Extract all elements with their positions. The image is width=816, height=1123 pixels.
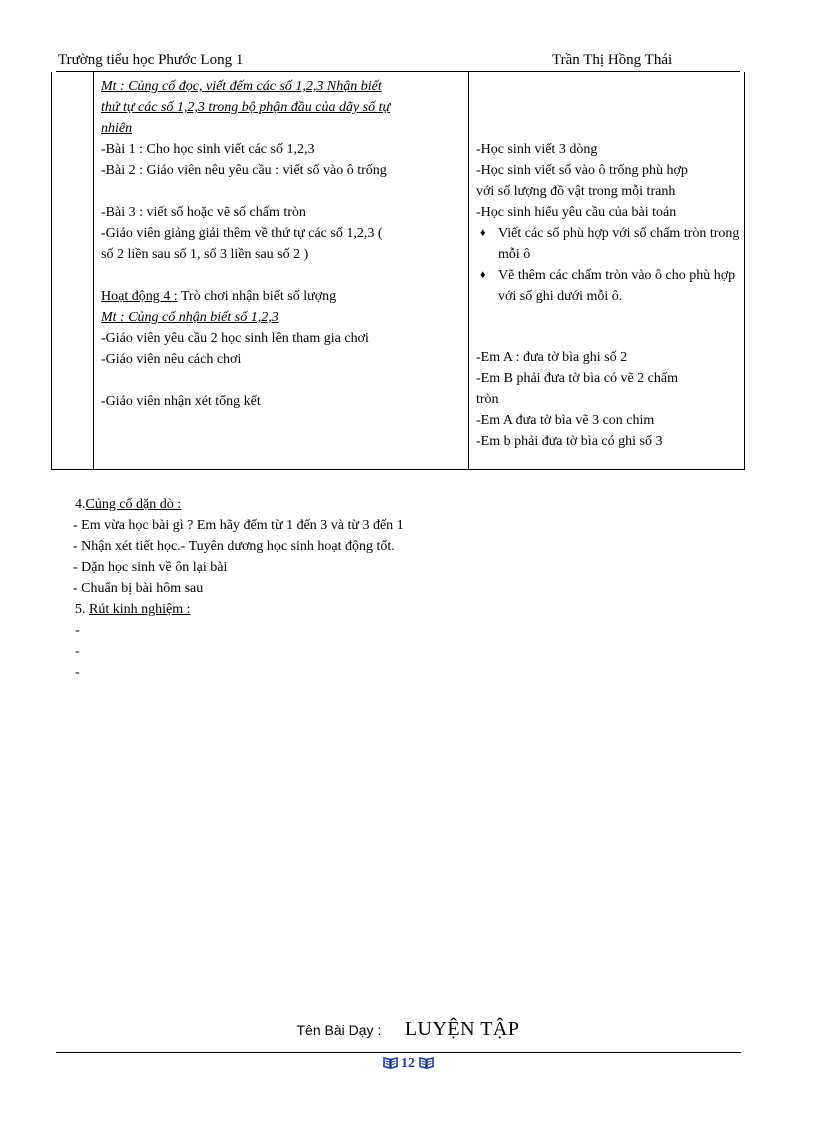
footer-title (0, 1018, 816, 1041)
section-line: - Chuẩn bị bài hôm sau (73, 581, 204, 596)
table-divider-1 (93, 72, 94, 470)
section-consolidation (75, 494, 725, 683)
student-line: -Em b phải đưa tờ bìa có ghi số 3 (476, 434, 663, 449)
objective-line: nhiên (101, 121, 133, 136)
section-number: 4. (75, 497, 86, 512)
objective-line: Mt : Củng cố đọc, viết đếm các số 1,2,3 Nhận biết (101, 79, 382, 94)
activity-line: -Giáo viên yêu cầu 2 học sinh lên tham gia chơi (101, 331, 369, 346)
table-border-right (744, 72, 745, 470)
bullet-text: Vẽ thêm các chấm tròn vào ô cho phù hợp với số ghi dưới mỗi ô. (498, 268, 736, 304)
section-title: Rút kinh nghiệm : (89, 602, 191, 617)
activity-line: -Bài 1 : Cho học sinh viết các số 1,2,3 (101, 142, 315, 157)
objective-line: Mt : Củng cố nhận biết số 1,2,3 (101, 310, 279, 325)
student-line: -Em B phải đưa tờ bìa có vẽ 2 chấm (476, 371, 678, 386)
book-icon (419, 1056, 434, 1074)
activity-line: -Giáo viên giảng giải thêm về thứ tự các số 1,2,3 ( (101, 226, 383, 241)
section-line: - (75, 665, 80, 680)
objective-line: thứ tự các số 1,2,3 trong bộ phận đầu của dãy số tự (101, 100, 391, 115)
student-line: với số lượng đồ vật trong mỗi tranh (476, 184, 676, 199)
page-number-value: 12 (401, 1056, 415, 1071)
book-icon (383, 1056, 398, 1074)
student-line: -Học sinh viết số vào ô trống phù hợp (476, 163, 688, 178)
student-line: -Học sinh viết 3 dòng (476, 142, 598, 157)
page-number (0, 1056, 816, 1074)
bullet-item (476, 223, 742, 265)
bullet-text: Viết các số phù hợp với số chấm tròn trong mỗi ô (498, 226, 740, 262)
table-border-left (51, 72, 52, 470)
section-line: - Nhận xét tiết học.- Tuyên dương học sinh hoạt động tốt. (73, 539, 395, 554)
lesson-name: LUYỆN TẬP (404, 1018, 520, 1040)
section-line: - (75, 644, 80, 659)
activity-line: -Bài 3 : viết số hoặc vẽ số chấm tròn (101, 205, 306, 220)
student-line: tròn (476, 392, 499, 407)
student-line: -Em A : đưa tờ bìa ghi số 2 (476, 350, 628, 365)
header-teacher: Trần Thị Hồng Thái (552, 52, 673, 68)
lesson-label: Tên Bài Dạy : (296, 1022, 382, 1038)
table-border-bottom (51, 469, 745, 470)
diamond-bullet-icon: ♦ (480, 269, 486, 281)
section-title: Củng cố dặn dò : (85, 497, 182, 512)
activity-line: số 2 liền sau số 1, số 3 liền sau số 2 ) (101, 247, 309, 262)
footer-rule (56, 1052, 741, 1053)
student-line: -Học sinh hiểu yêu cầu của bài toán (476, 205, 677, 220)
activity-4-title: Trò chơi nhận biết số lượng (177, 289, 337, 304)
header-school: Trường tiểu học Phước Long 1 (58, 52, 244, 68)
teacher-activities (101, 76, 469, 412)
section-line: - Dặn học sinh về ôn lại bài (73, 560, 228, 575)
activity-line: -Giáo viên nêu cách chơi (101, 352, 242, 367)
section-line: - Em vừa học bài gì ? Em hãy đếm từ 1 đến 3 và từ 3 đến 1 (73, 518, 404, 533)
student-line: -Em A đưa tờ bìa vẽ 3 con chim (476, 413, 655, 428)
bullet-item (476, 265, 742, 307)
blank-line (101, 265, 469, 286)
activity-4-label: Hoạt động 4 : (101, 289, 178, 304)
activity-line: -Bài 2 : Giáo viên nêu yêu cầu : viết số vào ô trống (101, 163, 387, 178)
section-line: - (75, 623, 80, 638)
section-heading (75, 599, 725, 620)
student-activities-top (476, 139, 742, 307)
activity-4-heading (101, 286, 469, 307)
student-activities-bottom (476, 347, 742, 452)
diamond-bullet-icon: ♦ (480, 227, 486, 239)
blank-line (101, 370, 469, 391)
blank-line (101, 181, 469, 202)
activity-line: -Giáo viên nhận xét tổng kết (101, 394, 261, 409)
section-heading (75, 494, 725, 515)
section-number: 5. (75, 602, 89, 617)
